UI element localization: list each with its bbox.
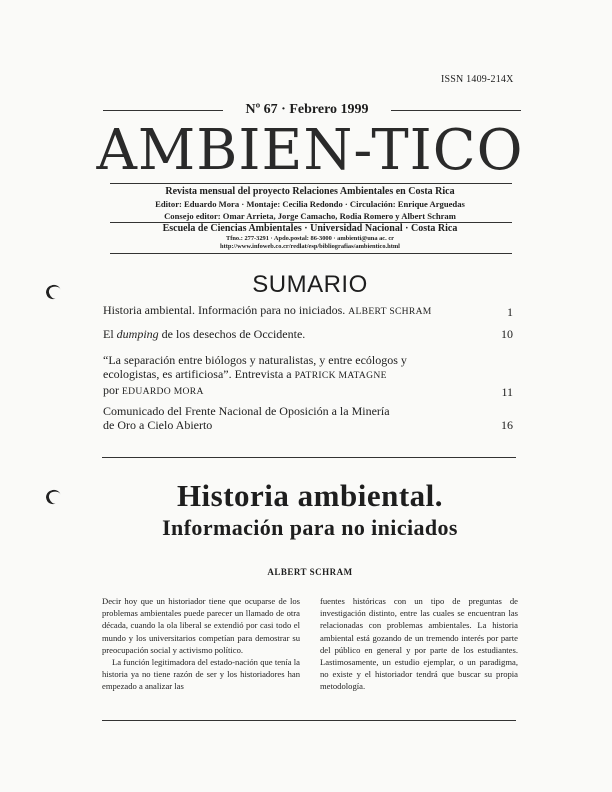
toc-item[interactable] <box>103 353 513 399</box>
toc-item-title-pre: El <box>103 327 117 341</box>
issue-number-date: Nº 67 · Febrero 1999 <box>245 102 369 117</box>
article-subtitle: Información para no iniciados <box>162 515 458 540</box>
masthead-rule-bottom <box>110 253 512 254</box>
issue-line <box>103 100 521 120</box>
masthead-title: AMBIEN-TICO <box>96 118 524 183</box>
toc-item-title-line-2: ecologistas, es artificiosa”. Entrevista a <box>103 367 292 381</box>
sumario-rule <box>102 457 516 458</box>
toc-item[interactable] <box>103 303 513 319</box>
issn-number: ISSN 1409-214X <box>441 74 514 85</box>
article-byline: ALBERT SCHRAM <box>267 567 353 577</box>
toc-item-title-line-1: Comunicado del Frente Nacional de Oposición a la Minería <box>103 404 390 418</box>
toc-item-title: Historia ambiental. Información para no iniciados. <box>103 303 346 317</box>
binder-hole-icon <box>44 488 63 506</box>
article-paragraph: fuentes históricas con un tipo de preguntas de investigación distinto, entre las cuales se encuentran las relacionadas con problemas ambientales. La historia ambiental está gozando de un tremendo interés por parte del público en general y por parte de los estudiantes. Lastimosamente, un estudio ejemplar, o un paradigma, no existe y el historiador tendrá que buscar su propia metodología. <box>320 596 518 692</box>
toc-item-title-post: de los desechos de Occidente. <box>158 327 306 341</box>
article-title: Historia ambiental. <box>176 478 444 513</box>
toc-item[interactable] <box>103 327 513 341</box>
toc-item-page: 1 <box>507 305 513 319</box>
contact-line-1: Tfno.: 277-3291 · Apdo.postal: 86-3000 · ambienti@una ac. cr <box>225 235 395 242</box>
school-line: Escuela de Ciencias Ambientales · Universidad Nacional · Costa Rica <box>162 223 458 234</box>
toc-item-page: 10 <box>501 327 513 341</box>
article-paragraph: La función legitimadora del estado-nación que tenía la historia ya no tiene razón de ser y los historiadores han empezado a analizar las <box>102 657 300 692</box>
toc-item-page: 16 <box>501 418 513 432</box>
issue-rule-left <box>103 110 223 111</box>
description-line-1: Revista mensual del proyecto Relaciones Ambientales en Costa Rica <box>165 186 455 197</box>
toc-item-title-emphasis: dumping <box>116 327 159 341</box>
description-line-3: Consejo editor: Omar Arrieta, Jorge Camacho, Rodia Romero y Albert Schram <box>164 211 456 221</box>
toc-item-title-line-3: por <box>103 383 119 397</box>
binder-hole-icon <box>44 283 63 301</box>
toc-item-author: ALBERT SCHRAM <box>348 306 432 317</box>
toc-item[interactable] <box>103 404 513 432</box>
toc-item-title-line-1: “La separación entre biólogos y naturalistas, y entre ecólogos y <box>103 353 407 367</box>
footer-rule <box>102 720 516 721</box>
issue-rule-right <box>391 110 521 111</box>
masthead-rule-top <box>110 183 512 184</box>
article-paragraph: Decir hoy que un historiador tiene que ocuparse de los problemas ambientales puede parecer un llamado de otra década, cuando la ola liberal se extendió por casi todo el mundo y los universitarios competían para demostrar su preocupación social y activismo político. <box>102 596 300 655</box>
contact-line-2: http://www.infoweb.co.cr/redlat/esp/bibliografias/ambientico.html <box>220 243 400 250</box>
article-column-right <box>320 595 518 693</box>
toc-item-author: EDUARDO MORA <box>122 386 204 397</box>
article-column-left <box>102 595 300 693</box>
toc-item-page: 11 <box>501 385 513 399</box>
toc-item-title-line-2: de Oro a Cielo Abierto <box>103 418 213 432</box>
description-line-2: Editor: Eduardo Mora · Montaje: Cecilia Redondo · Circulación: Enrique Arguedas <box>155 199 465 209</box>
toc-item-author: PATRICK MATAGNE <box>294 370 387 381</box>
sumario-title: SUMARIO <box>252 271 368 298</box>
